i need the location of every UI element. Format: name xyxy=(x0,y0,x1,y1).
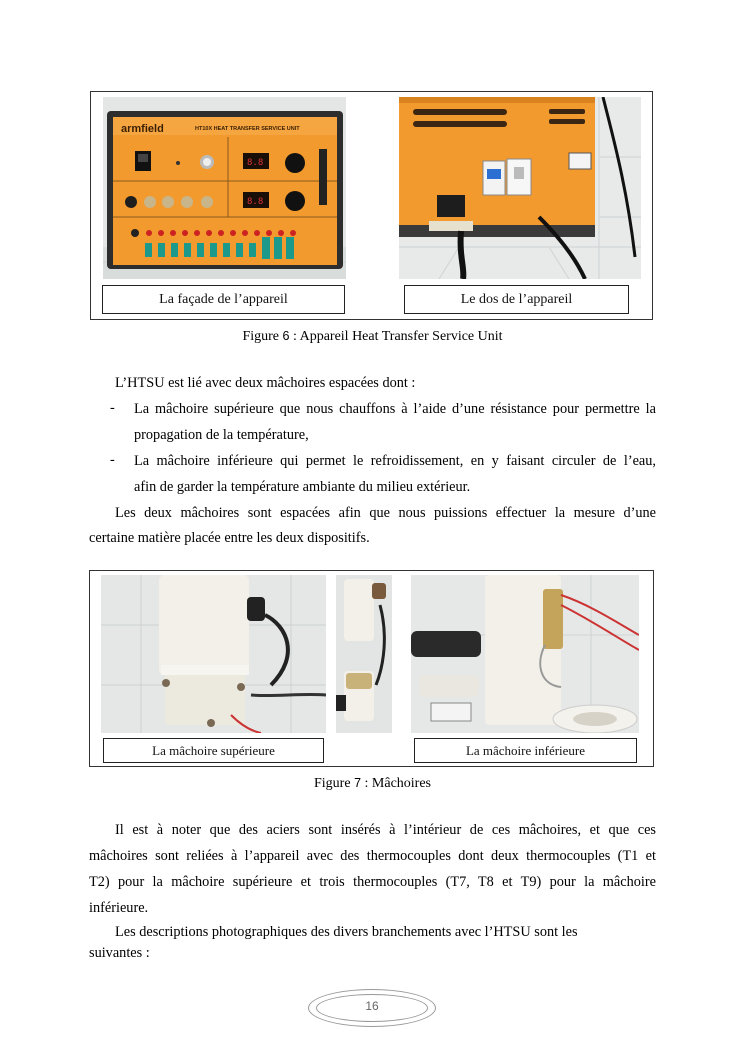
figure-7-caption-number: 7 xyxy=(354,776,362,790)
svg-text:8.8: 8.8 xyxy=(247,197,264,207)
bullet-2-line-2: afin de garder la température ambiante du milieu extérieur. xyxy=(134,479,471,495)
para-4-line-2: suivantes : xyxy=(89,945,150,961)
back-caption-text: Le dos de l’appareil xyxy=(460,291,573,307)
lower-jaw-caption-text: La mâchoire inférieure xyxy=(465,742,586,758)
svg-text:8.8: 8.8 xyxy=(247,158,264,168)
para-4-line-1: Les descriptions photographiques des divers branchements avec l’HTSU sont les xyxy=(115,924,578,940)
upper-jaw-caption xyxy=(103,738,324,763)
lower-jaw-caption xyxy=(414,738,637,763)
intro-paragraph xyxy=(89,370,656,396)
jaws-assembly-photo xyxy=(336,575,392,733)
para-2-line-1: Les deux mâchoires sont espacées afin que nous puissions effectuer la mesure d’une xyxy=(115,505,656,521)
figure-7-caption-text: : Mâchoires xyxy=(361,776,431,791)
para-3-line-2: mâchoires sont reliées à l’appareil avec des thermocouples dont deux thermocouples (T1 et xyxy=(89,848,656,864)
figure-6-caption-text: : Appareil Heat Transfer Service Unit xyxy=(289,329,503,344)
bullet-2-line-1: La mâchoire inférieure qui permet le refroidissement, en y faisant circuler de l’eau, xyxy=(134,453,656,469)
figure-7-caption-prefix: Figure xyxy=(314,776,355,791)
device-back-illustration xyxy=(399,97,641,279)
device-front-photo xyxy=(103,97,346,279)
device-back-photo xyxy=(399,97,641,279)
bullet-1-dash: - xyxy=(110,400,115,416)
lower-jaw-illustration xyxy=(411,575,639,733)
bullet-2-dash: - xyxy=(110,452,115,468)
brand-text: armfield xyxy=(121,123,164,135)
front-caption xyxy=(102,285,345,314)
lower-jaw-photo xyxy=(411,575,639,733)
para-3-line-3: T2) pour la mâchoire supérieure et trois thermocouples (T7, T8 et T9) pour la mâchoire xyxy=(89,874,656,890)
front-caption-text: La façade de l’appareil xyxy=(159,291,288,307)
device-title-text: HT10X HEAT TRANSFER SERVICE UNIT xyxy=(195,126,300,132)
figure-6-caption-number: 6 xyxy=(282,329,290,343)
bullet-1-line-2: propagation de la température, xyxy=(134,427,309,443)
figure-6-caption-prefix: Figure xyxy=(242,329,283,344)
bullet-1-line-1: La mâchoire supérieure que nous chauffons à l’aide d’une résistance pour permettre la xyxy=(134,401,656,417)
para-2-line-2: certaine matière placée entre les deux dispositifs. xyxy=(89,530,370,546)
figure-6-caption xyxy=(0,329,745,345)
upper-jaw-caption-text: La mâchoire supérieure xyxy=(152,742,275,758)
jaws-assembly-illustration xyxy=(336,575,392,733)
upper-jaw-illustration xyxy=(101,575,326,733)
upper-jaw-photo xyxy=(101,575,326,733)
intro-text: L’HTSU est lié avec deux mâchoires espacées dont : xyxy=(115,375,416,391)
figure-7-caption xyxy=(0,776,745,792)
back-caption xyxy=(404,285,629,314)
device-front-illustration xyxy=(103,97,346,279)
para-3-line-1: Il est à noter que des aciers sont insérés à l’intérieur de ces mâchoires, et que ces xyxy=(115,822,656,838)
para-3-line-4: inférieure. xyxy=(89,900,149,916)
page-number: 16 xyxy=(365,999,379,1013)
